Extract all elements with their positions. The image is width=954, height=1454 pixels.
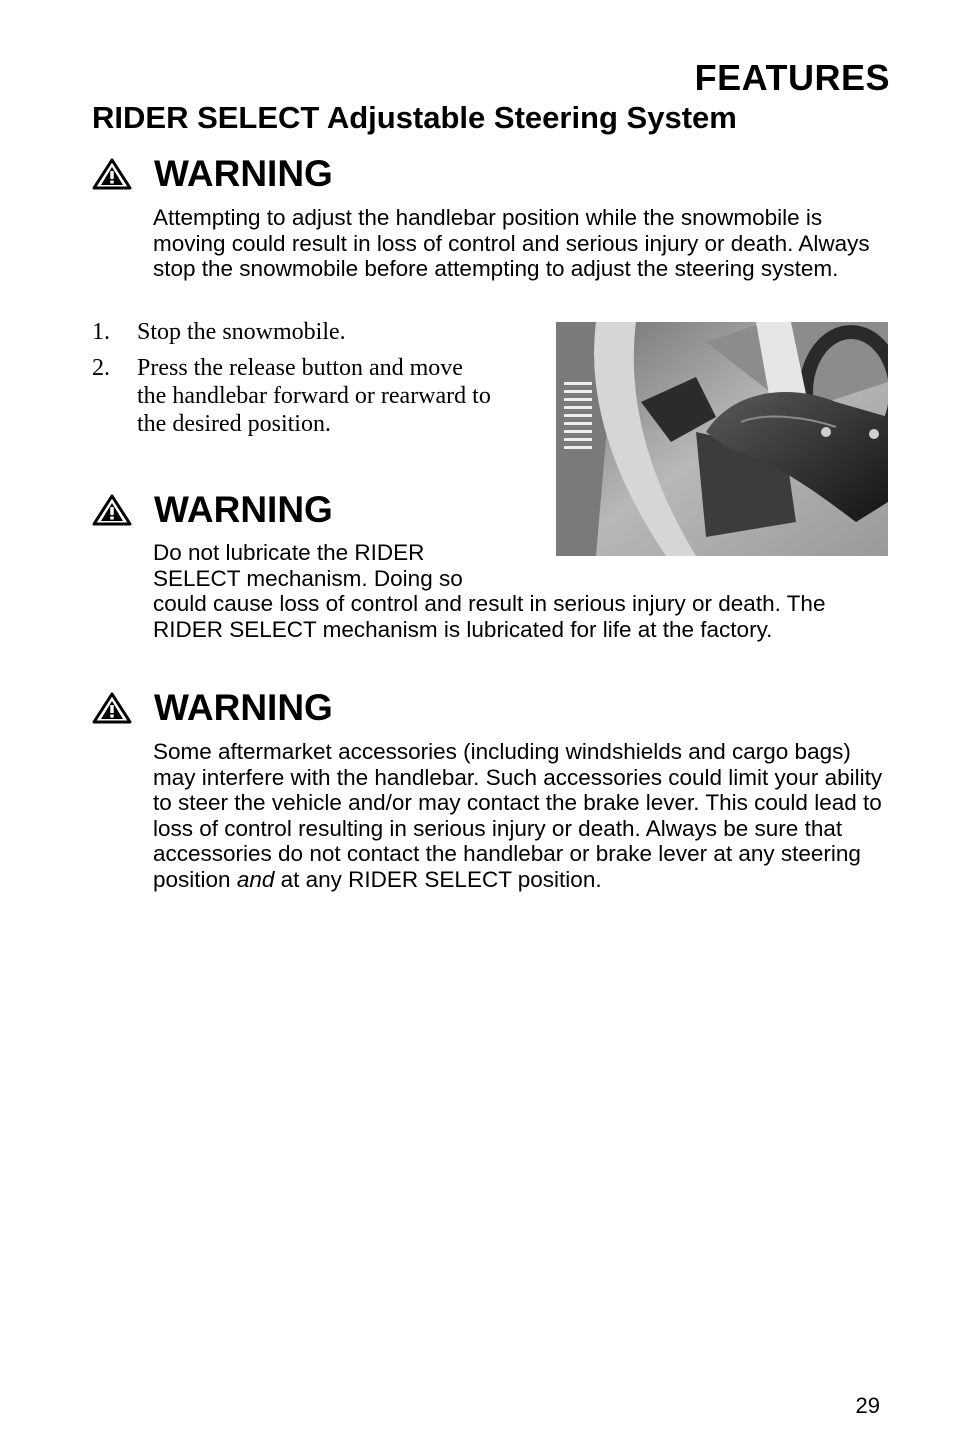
warning-triangle-icon	[92, 158, 132, 190]
warning-heading-3	[92, 686, 333, 730]
warning-heading-1	[92, 152, 333, 196]
list-item	[92, 318, 492, 346]
photo-illustration	[556, 322, 888, 556]
warning-text-2-line1: Do not lubricate the RIDER	[153, 540, 425, 565]
step-number: 1.	[92, 319, 110, 345]
section-title: FEATURES	[694, 57, 890, 98]
warning-text-2-line2: SELECT mechanism. Doing so	[153, 565, 463, 591]
warning-text-2-rest: could cause loss of control and result in serious injury or death. The RIDER SELECT mechanism is lubricated for life at the factory.	[153, 591, 826, 642]
handlebar-release-photo	[556, 322, 888, 556]
warning-text-3-part2: at any RIDER SELECT position.	[274, 866, 602, 892]
page-heading: RIDER SELECT Adjustable Steering System	[92, 100, 737, 135]
warning-text-3-italic: and	[236, 866, 275, 892]
warning-triangle-icon	[92, 494, 132, 526]
warning-heading-2	[92, 488, 333, 532]
warning-text-3	[153, 739, 888, 892]
warning-label: WARNING	[154, 489, 333, 530]
warning-label: WARNING	[154, 153, 333, 194]
warning-text-1: Attempting to adjust the handlebar position while the snowmobile is moving could result in loss of control and serious injury or death. Always stop the snowmobile before attempting to adjust the steering system.	[153, 205, 870, 281]
step-number: 2.	[92, 355, 110, 381]
warning-text-3-part1: Some aftermarket accessories (including windshields and cargo bags) may interfere with the handlebar. Such accessories could limit your ability to steer the vehicle and/or may contact the brake lever. This could lead to loss of control resulting in serious injury or death. Always be sure that accessories do not contact the handlebar or brake lever at any steering position	[153, 739, 883, 892]
warning-label: WARNING	[154, 687, 333, 728]
list-item	[92, 354, 492, 438]
step-text: Press the release button and move the handlebar forward or rearward to the desired position.	[137, 355, 491, 437]
steps-list	[92, 318, 492, 446]
warning-triangle-icon	[92, 692, 132, 724]
page-number: 29	[855, 1393, 880, 1418]
step-text: Stop the snowmobile.	[137, 319, 346, 345]
warning-text-2	[153, 540, 873, 642]
